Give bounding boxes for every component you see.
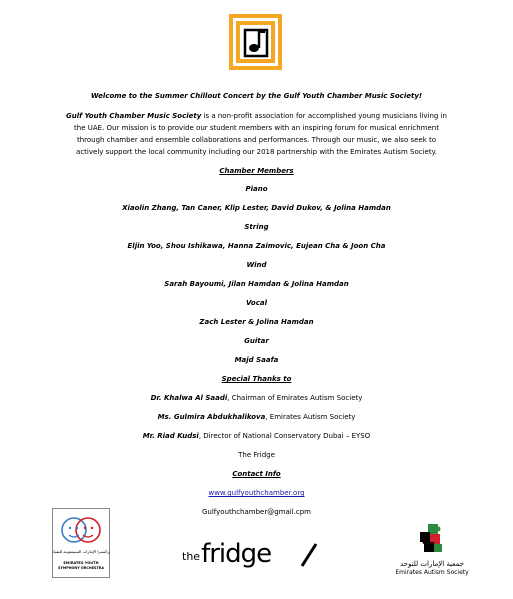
thanks-role: , Director of National Conservatory Dubai – EYSO [198,432,371,440]
names-wind: Sarah Bayoumi, Jilan Hamdan & Jolina Hamdan [164,280,349,288]
contact-email: Gulfyouthchamber@gmail.cpm [202,508,311,516]
autism-english: Emirates Autism Society [395,569,469,576]
instrument-guitar: Guitar [244,337,269,345]
eyso-arabic: أوركسترا الإمارات السيمفونية للشباب [52,549,110,554]
thanks-item [0,451,513,460]
welcome-heading: Welcome to the Summer Chillout Concert by the Gulf Youth Chamber Music Society! [90,92,423,100]
intro-line-2: the UAE. Our mission is to provide our student members with an inspiring forum for musical enrichment [74,124,439,132]
thanks-role: , Emirates Autism Society [265,413,356,421]
fridge-the: the [182,550,201,563]
thanks-name: Mr. Riad Kudsi [142,432,199,440]
thanks-name: Dr. Khalwa Al Saadi [150,394,228,402]
thanks-name: Ms. Gulmira Abdukhalikova [157,413,266,421]
the-fridge-logo [182,538,324,570]
names-guitar: Majd Saafa [234,356,279,364]
puzzle-pieces-icon [416,522,448,558]
emirates-autism-society-logo [388,522,476,580]
intro-line-1-rest: is a non-profit association for accomplished young musicians living in [201,112,447,120]
autism-arabic: جمعية الإمارات للتوحد [400,560,464,568]
eyso-logo [52,508,110,578]
thanks-item [0,413,513,422]
thanks-heading: Special Thanks to [221,375,292,383]
intro-line-4: actively support the local community including our 2018 partnership with the Emirates Autism Society. [76,148,437,156]
thanks-role: The Fridge [238,451,275,459]
eyso-emblem-icon [52,508,110,578]
thanks-item [0,432,513,441]
org-name: Gulf Youth Chamber Music Society [66,112,202,120]
website-row [0,489,513,498]
eyso-en-1: EMIRATES YOUTH [63,561,99,565]
instrument-piano: Piano [245,185,268,193]
thanks-item [0,394,513,403]
names-vocal: Zach Lester & Jolina Hamdan [199,318,314,326]
fridge-slash-icon [300,542,318,568]
music-note-logo [229,14,282,70]
eyso-en-2: SYMPHONY ORCHESTRA [57,566,105,570]
instrument-string: String [244,223,269,231]
contact-heading: Contact Info [232,470,281,478]
names-string: Eljin Yoo, Shou Ishikawa, Hanna Zaimovic, Eujean Cha & Joon Cha [127,242,386,250]
members-heading: Chamber Members [219,167,294,175]
names-piano: Xiaolin Zhang, Tan Caner, Klip Lester, David Dukov, & Jolina Hamdan [122,204,391,212]
instrument-wind: Wind [246,261,267,269]
fridge-word: fridge [201,539,272,569]
instrument-vocal: Vocal [246,299,267,307]
intro-line-1 [0,112,513,121]
thanks-role: , Chairman of Emirates Autism Society [227,394,363,402]
intro-line-3: through chamber and ensemble collaborations and performances. Through our music, we also seek to [76,136,437,144]
website-link[interactable]: www.gulfyouthchamber.org [208,489,305,497]
